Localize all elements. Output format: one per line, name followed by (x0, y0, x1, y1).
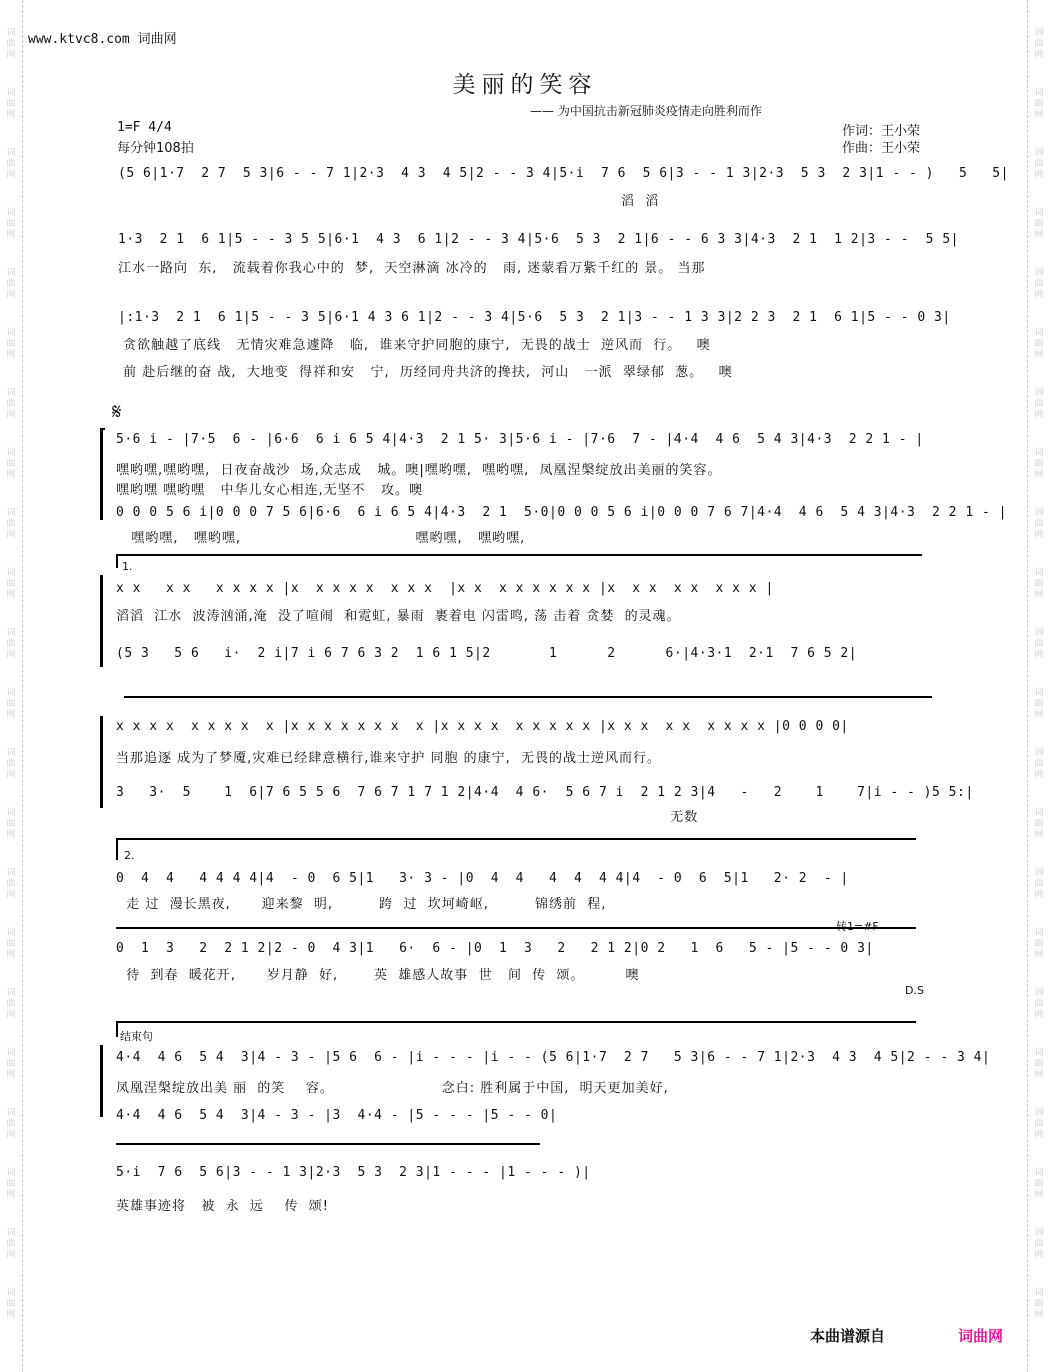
song-title: 美丽的笑容 (452, 72, 598, 98)
lyric-line-final: 英雄事迹将 被 永 远 传 颂! (116, 1199, 329, 1214)
segno-sign: 𝄋 (112, 400, 122, 425)
lyric-line-ending-1: 凤凰涅槃绽放出美 丽 的笑 容。 念白: 胜利属于中国, 明天更加美好, (116, 1081, 669, 1096)
margin-watermark: 词曲网 (1034, 868, 1044, 900)
score-line-bridge-1: 0 4 4 4 4 4 4|4 - 0 6 5|1 3· 3 - |0 4 4 4 4 4 4|4 - 0 6 5|1 2· 2 - | (116, 871, 849, 886)
score-line-final: 5·i 7 6 5 6|3 - - 1 3|2·3 5 3 2 3|1 - - - |1 - - - )| (116, 1165, 591, 1180)
ending-label: 结束句 (120, 1030, 153, 1043)
score-line-harmony: 0 0 0 5 6 i|0 0 0 7 5 6|6·6 6 i 6 5 4|4·3 2 1 5·0|0 0 0 5 6 i|0 0 0 7 6 7|4·4 4 6 5 4 3|4·3 2 2 1 - | (116, 505, 1007, 520)
margin-watermark: 词曲网 (1034, 448, 1044, 480)
footer-brand-link[interactable]: 词曲网 (958, 1327, 1004, 1345)
margin-watermark: 词曲网 (6, 328, 16, 360)
rap-brace-2 (100, 716, 103, 808)
margin-watermark: 词曲网 (1034, 388, 1044, 420)
margin-watermark: 词曲网 (6, 808, 16, 840)
margin-watermark: 词曲网 (1034, 148, 1044, 180)
lyric-line-verse-b-2: 前 赴后继的奋 战, 大地变 得祥和安 宁, 历经同舟共济的搀扶, 河山 一派 翠绿郁 葱。 噢 (118, 365, 733, 380)
footer-source: 本曲谱源自 (810, 1327, 886, 1345)
composer: 作曲：王小荣 (842, 141, 921, 156)
margin-watermark: 词曲网 (6, 1288, 16, 1320)
lyric-line-chorus-2: 嘿哟嘿 嘿哟嘿 中华儿女心相连,无坚不 攻。噢 (116, 483, 424, 498)
right-margin (1027, 0, 1050, 1372)
volta-2-bracket-2 (116, 927, 916, 929)
margin-watermark: 词曲网 (1034, 808, 1044, 840)
margin-watermark: 词曲网 (1034, 1048, 1044, 1080)
margin-watermark: 词曲网 (6, 928, 16, 960)
ending-brace (100, 1045, 103, 1117)
margin-watermark: 词曲网 (1034, 748, 1044, 780)
margin-watermark: 词曲网 (6, 688, 16, 720)
ending-left (116, 1021, 118, 1037)
key-signature: 1=F 4/4 (117, 120, 172, 135)
margin-watermark: 词曲网 (6, 508, 16, 540)
lyric-line-rap-1: 滔滔 江水 波涛汹涌,淹 没了喧闹 和霓虹, 暴雨 裹着电 闪雷鸣, 荡 击着 贪婪 的灵魂。 (116, 609, 681, 624)
margin-watermark: 词曲网 (1034, 88, 1044, 120)
margin-watermark: 词曲网 (6, 568, 16, 600)
lyric-line-bridge-1: 走 过 漫长黑夜, 迎来黎 明, 跨 过 坎坷崎岖, 锦绣前 程, (116, 897, 607, 912)
song-subtitle: —— 为中国抗击新冠肺炎疫情走向胜利而作 (530, 104, 762, 118)
volta-2-left (116, 838, 118, 860)
lyric-line-accomp-2: 无数 (116, 810, 699, 825)
margin-watermark: 词曲网 (1034, 508, 1044, 540)
margin-watermark: 词曲网 (6, 1048, 16, 1080)
margin-watermark: 词曲网 (6, 28, 16, 60)
score-line-bridge-2: 0 1 3 2 2 1 2|2 - 0 4 3|1 6· 6 - |0 1 3 2 2 1 2|0 2 1 6 5 - |5 - - 0 3| (116, 941, 874, 956)
margin-watermark: 词曲网 (1034, 628, 1044, 660)
lyricist: 作词：王小荣 (842, 124, 921, 139)
chorus-brace (100, 428, 103, 520)
margin-watermark: 词曲网 (1034, 328, 1044, 360)
lyric-line-rap-2: 当那追逐 成为了梦魇,灾难已经肆意横行,谁来守护 同胞 的康宁, 无畏的战士逆风而行。 (116, 751, 662, 766)
margin-watermark: 词曲网 (6, 1108, 16, 1140)
left-margin (0, 0, 23, 1372)
lyric-line-bridge-2: 待 到春 暖花开, 岁月静 好, 英 雄感人故事 世 间 传 颂。 噢 (116, 968, 640, 983)
volta-1-left (116, 554, 118, 568)
margin-watermark: 词曲网 (1034, 1288, 1044, 1320)
margin-watermark: 词曲网 (1034, 1108, 1044, 1140)
volta-1-bracket-2 (124, 696, 932, 698)
score-line-chorus: 5·6 i - |7·5 6 - |6·6 6 i 6 5 4|4·3 2 1 5· 3|5·6 i - |7·6 7 - |4·4 4 6 5 4 3|4·3 2 2 1 - | (116, 432, 924, 447)
score-line-accomp-2: 3 3· 5 1 6|7 6 5 5 6 7 6 7 1 7 1 2|4·4 4 6· 5 6 7 i 2 1 2 3|4 - 2 1 7|i - - )5 5:| (116, 785, 974, 800)
ending-bracket (116, 1021, 916, 1023)
final-bracket (116, 1143, 540, 1145)
score-line-ending-2: 4·4 4 6 5 4 3|4 - 3 - |3 4·4 - |5 - - - |5 - - 0| (116, 1108, 558, 1123)
volta-1-label: 1. (122, 560, 133, 573)
score-line-rap-1: x x x x x x x x |x x x x x x x x |x x x x x x x x |x x x x x x x x | (116, 581, 774, 596)
margin-watermark: 词曲网 (6, 388, 16, 420)
margin-watermark: 词曲网 (1034, 988, 1044, 1020)
margin-watermark: 词曲网 (6, 88, 16, 120)
score-line-accomp-1: (5 3 5 6 i· 2 i|7 i 6 7 6 3 2 1 6 1 5|2 1 2 6·|4·3·1 2·1 7 6 5 2| (116, 646, 858, 661)
volta-2-label: 2. (124, 849, 135, 862)
score-line-ending-1: 4·4 4 6 5 4 3|4 - 3 - |5 6 6 - |i - - - |i - - (5 6|1·7 2 7 5 3|6 - - 7 1|2·3 4 3 4 5|2 - - 3 4| (116, 1050, 991, 1065)
margin-watermark: 词曲网 (6, 868, 16, 900)
margin-watermark: 词曲网 (6, 268, 16, 300)
lyric-line-harmony: 嘿哟嘿, 嘿哟嘿, 嘿哟嘿, 嘿哟嘿, (116, 531, 526, 546)
margin-watermark: 词曲网 (1034, 268, 1044, 300)
margin-watermark: 词曲网 (6, 148, 16, 180)
margin-watermark: 词曲网 (1034, 1168, 1044, 1200)
margin-watermark: 词曲网 (1034, 688, 1044, 720)
score-line-verse-a: 1·3 2 1 6 1|5 - - 3 5 5|6·1 4 3 6 1|2 - - 3 4|5·6 5 3 2 1|6 - - 6 3 3|4·3 2 1 1 2|3 - - 5 5| (118, 232, 959, 247)
rap-brace (100, 575, 103, 667)
margin-watermark: 词曲网 (1034, 568, 1044, 600)
modulation-mark (836, 918, 879, 934)
margin-watermark: 词曲网 (1034, 28, 1044, 60)
ds-mark: D.S (905, 984, 924, 997)
margin-watermark: 词曲网 (6, 748, 16, 780)
score-line-verse-b: |:1·3 2 1 6 1|5 - - 3 5|6·1 4 3 6 1|2 - - 3 4|5·6 5 3 2 1|3 - - 1 3 3|2 2 3 2 1 6 1|5 - - 0 3| (118, 310, 951, 325)
margin-watermark: 词曲网 (1034, 1228, 1044, 1260)
lyric-line-verse-b-1: 贪欲触越了底线 无情灾难急遽降 临, 谁来守护同胞的康宁, 无畏的战士 逆风而 行。 噢 (118, 338, 711, 353)
margin-watermark: 词曲网 (6, 208, 16, 240)
margin-watermark: 词曲网 (6, 1168, 16, 1200)
lyric-line-chorus-1: 嘿哟嘿,嘿哟嘿, 日夜奋战沙 场,众志成 城。噢|嘿哟嘿, 嘿哟嘿, 凤凰涅槃绽放出美丽的笑容。 (116, 463, 722, 478)
margin-watermark: 词曲网 (6, 988, 16, 1020)
margin-watermark: 词曲网 (1034, 208, 1044, 240)
margin-watermark: 词曲网 (6, 1228, 16, 1260)
brace-cap-top (100, 428, 105, 430)
margin-watermark: 词曲网 (1034, 928, 1044, 960)
volta-2-bracket (116, 838, 916, 840)
tempo: 每分钟108拍 (117, 141, 194, 156)
margin-watermark: 词曲网 (6, 628, 16, 660)
lyric-line-verse-a: 江水一路向 东, 流载着你我心中的 梦, 天空淋滴 冰冷的 雨, 迷蒙看万紫千红的 景。 当那 (118, 261, 706, 276)
score-line-intro: (5 6|1·7 2 7 5 3|6 - - 7 1|2·3 4 3 4 5|2 - - 3 4|5·i 7 6 5 6|3 - - 1 3|2·3 5 3 2 3|1 - - ) 5 5| (118, 166, 1009, 181)
lyric-line-intro: 滔 滔 (118, 194, 660, 209)
score-line-rap-2: x x x x x x x x x |x x x x x x x x |x x x x x x x x x |x x x x x x x x x |0 0 0 0| (116, 719, 849, 734)
volta-1-bracket (116, 554, 922, 556)
site-header[interactable]: www.ktvc8.com 词曲网 (28, 32, 177, 47)
margin-watermark: 词曲网 (6, 448, 16, 480)
